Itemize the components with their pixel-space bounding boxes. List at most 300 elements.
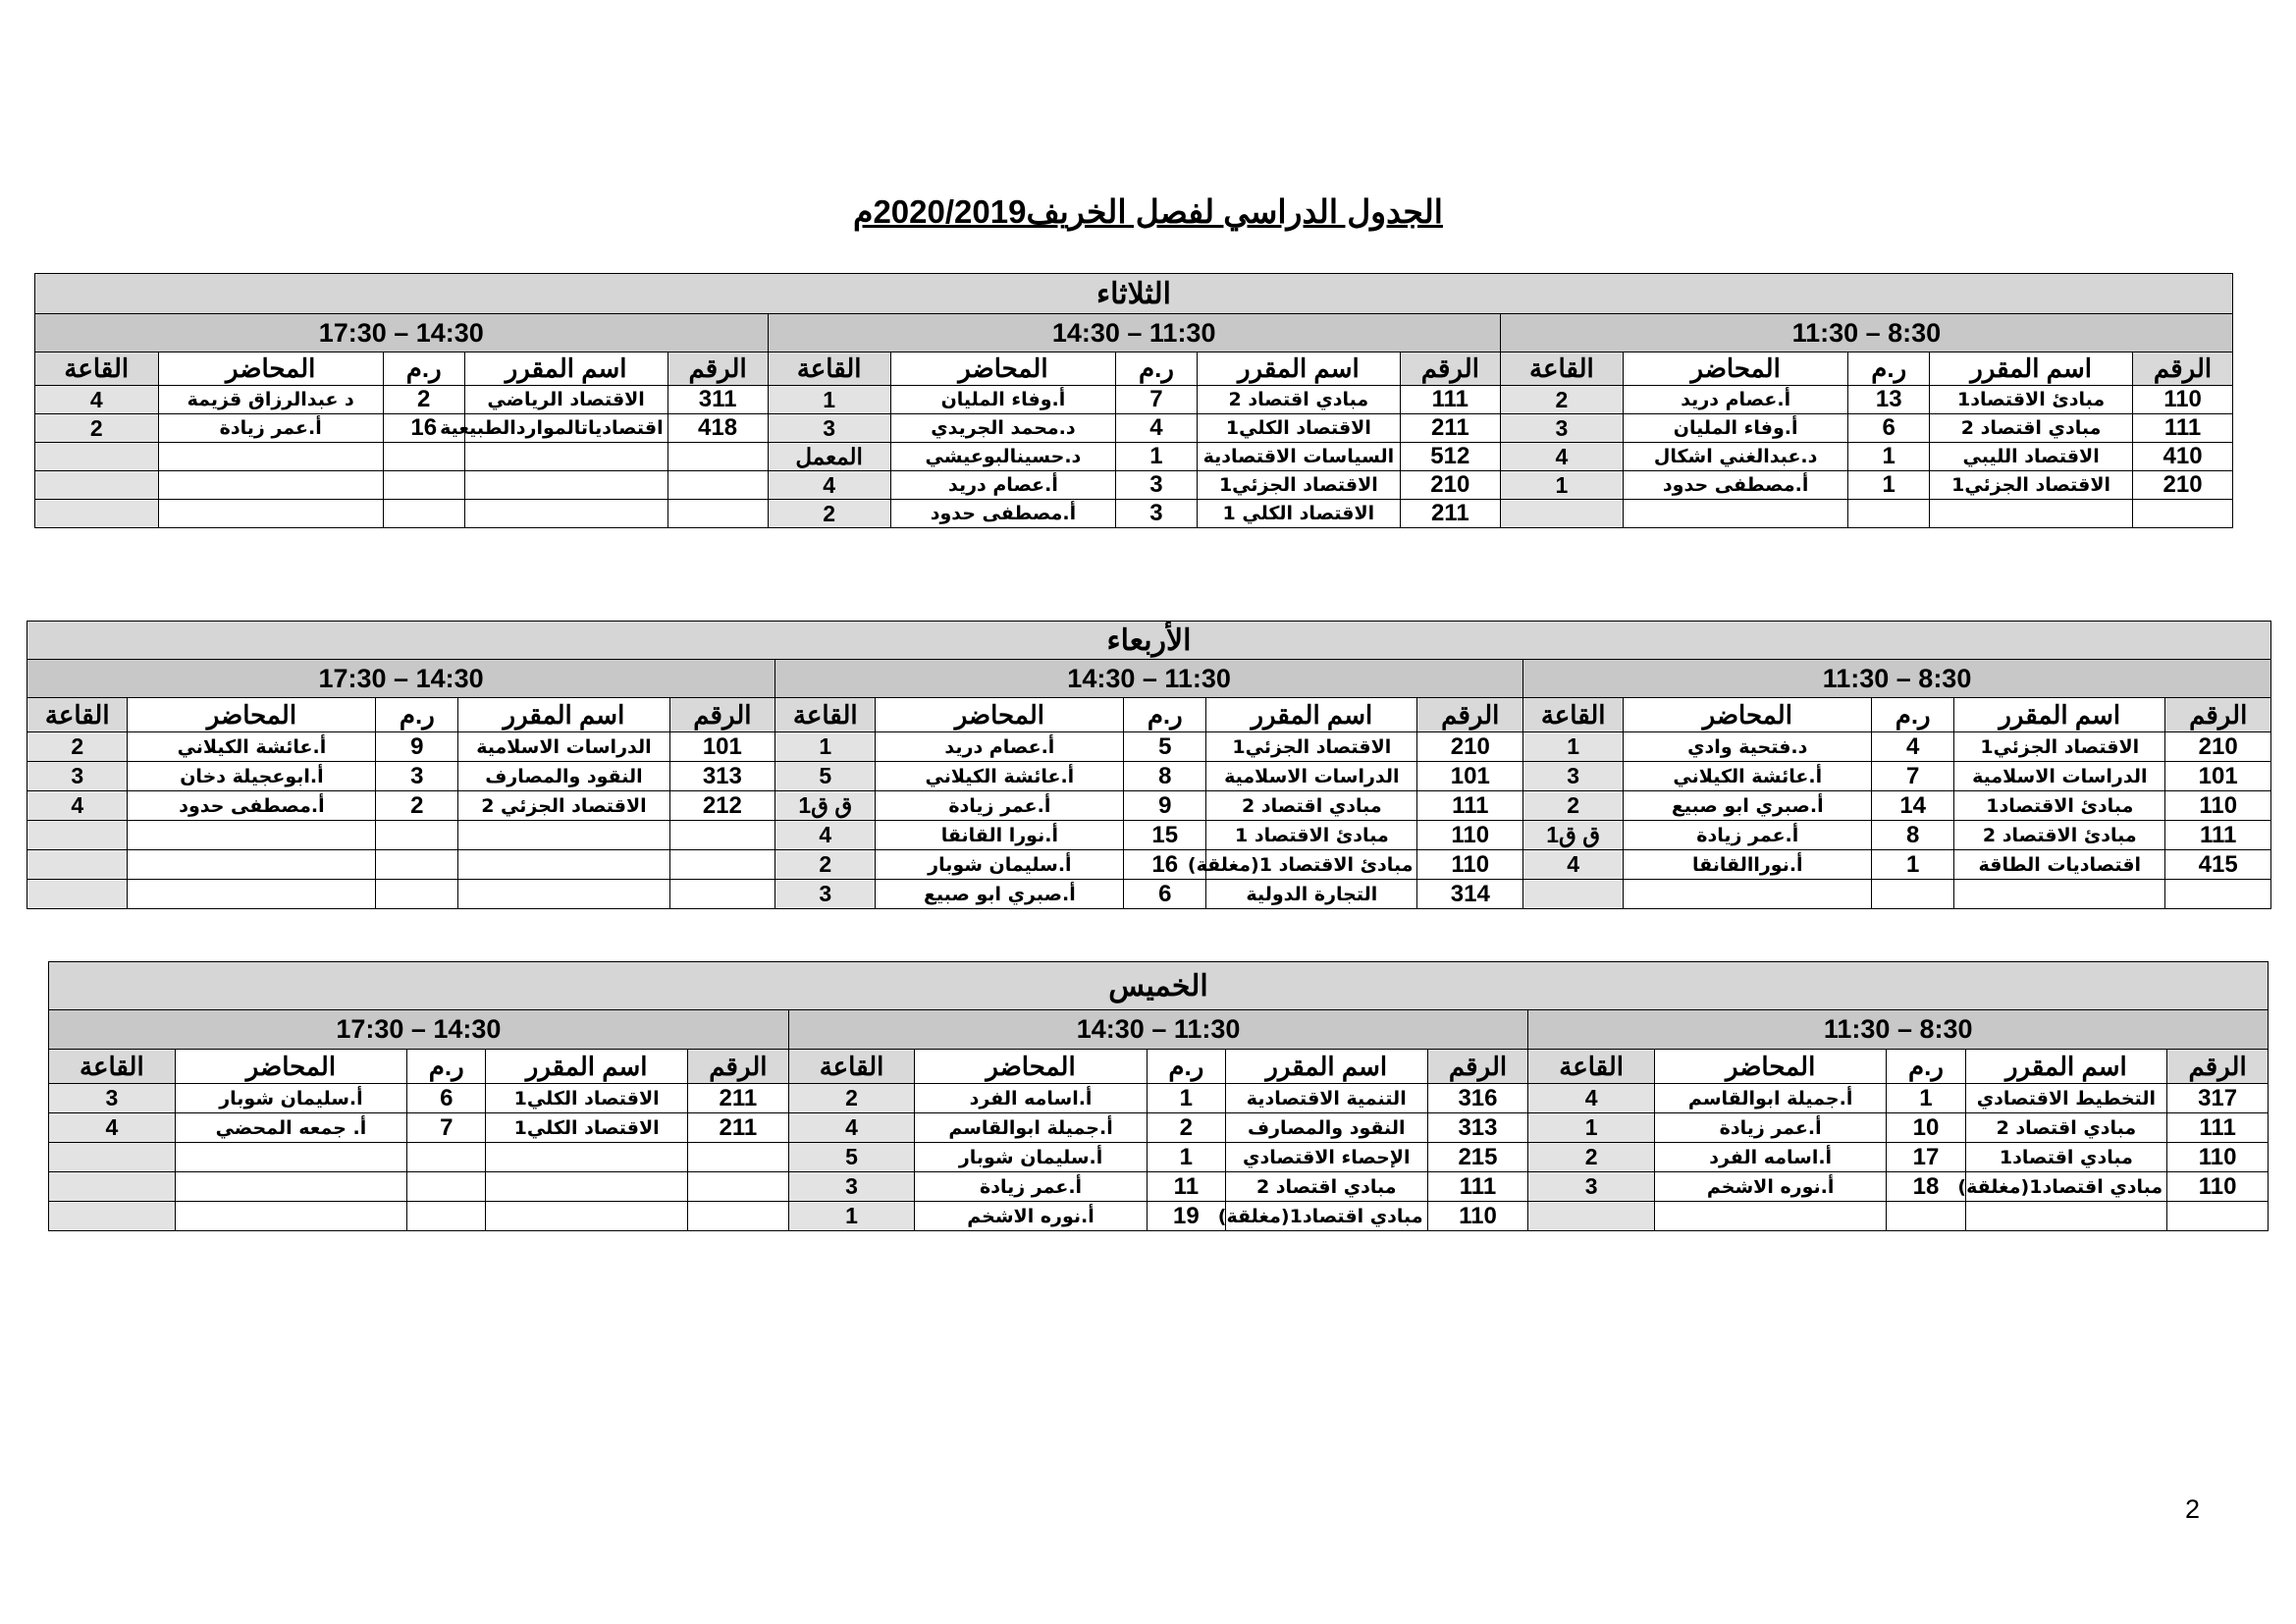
table-row (49, 1172, 2269, 1202)
column-header-num: الرقم (667, 352, 768, 386)
time-slot-header: 17:30 – 14:30 (35, 314, 769, 352)
group-number: 1 (1116, 443, 1198, 471)
course-name: الاقتصاد الكلي1 (486, 1084, 688, 1113)
group-number (376, 880, 458, 909)
room: 2 (35, 414, 159, 443)
room: 1 (775, 732, 876, 762)
room: 1 (768, 386, 890, 414)
table-row (35, 443, 2233, 471)
lecturer-name: أ.عائشة الكيلاني (876, 762, 1124, 791)
lecturer-name (128, 880, 376, 909)
course-name: الاقتصاد الجزئي1 (1197, 471, 1400, 500)
lecturer-name: د.محمد الجريدي (890, 414, 1115, 443)
table-row (49, 1113, 2269, 1143)
lecturer-name: أ.عائشة الكيلاني (128, 732, 376, 762)
group-number: 6 (1124, 880, 1206, 909)
room: 2 (1528, 1143, 1655, 1172)
column-header-course: اسم المقرر (1965, 1050, 2167, 1084)
group-number: 2 (376, 791, 458, 821)
room (1523, 880, 1624, 909)
course-number: 313 (669, 762, 775, 791)
wednesday-schedule-table (27, 621, 2271, 909)
room (35, 500, 159, 528)
column-header-num: الرقم (669, 698, 775, 732)
course-number: 101 (669, 732, 775, 762)
column-header-course: اسم المقرر (1206, 698, 1417, 732)
lecturer-name: د.عبدالغني اشكال (1624, 443, 1848, 471)
room: 3 (775, 880, 876, 909)
group-number (407, 1143, 486, 1172)
room: 3 (768, 414, 890, 443)
room (49, 1172, 176, 1202)
room: 2 (27, 732, 128, 762)
room (1500, 500, 1623, 528)
group-number: 2 (383, 386, 464, 414)
table-row (49, 1084, 2269, 1113)
group-number: 2 (1147, 1113, 1225, 1143)
course-name (486, 1143, 688, 1172)
course-number (669, 880, 775, 909)
course-name: الاقتصاد الجزئي1 (1954, 732, 2165, 762)
course-number: 316 (1427, 1084, 1528, 1113)
column-header-lecturer: المحاضر (128, 698, 376, 732)
table-row (27, 791, 2271, 821)
group-number: 4 (1116, 414, 1198, 443)
lecturer-name: د.حسينالبوعيشي (890, 443, 1115, 471)
room: 3 (1523, 762, 1624, 791)
lecturer-name: أ.نوراالقانقا (1624, 850, 1872, 880)
lecturer-name: أ.صبري ابو صبيع (1624, 791, 1872, 821)
course-name: مبادي اقتصاد1 (1965, 1143, 2167, 1172)
time-slot-row (27, 660, 2271, 698)
course-number: 111 (2167, 1113, 2269, 1143)
column-header-group: ر.م (407, 1050, 486, 1084)
day-name-row (27, 622, 2271, 660)
course-number: 111 (1400, 386, 1500, 414)
column-header-lecturer: المحاضر (1624, 352, 1848, 386)
course-name: الدراسات الاسلامية (458, 732, 669, 762)
lecturer-name: أ.نوره الاشخم (915, 1202, 1147, 1231)
course-number (667, 443, 768, 471)
page-number: 2 (2185, 1494, 2201, 1524)
lecturer-name: أ.صبري ابو صبيع (876, 880, 1124, 909)
column-header-row (27, 698, 2271, 732)
course-number: 101 (2165, 762, 2271, 791)
course-number (687, 1172, 788, 1202)
column-header-course: اسم المقرر (458, 698, 669, 732)
room: ق ق1 (1523, 821, 1624, 850)
course-number: 211 (687, 1113, 788, 1143)
course-number (2165, 880, 2271, 909)
group-number: 17 (1887, 1143, 1965, 1172)
course-name (486, 1172, 688, 1202)
group-number: 1 (1848, 471, 1930, 500)
room: 3 (1528, 1172, 1655, 1202)
lecturer-name: أ.عمر زيادة (158, 414, 383, 443)
time-slot-row (49, 1010, 2269, 1050)
time-slot-header: 11:30 – 8:30 (1500, 314, 2232, 352)
course-name: الاقتصاد الكلي 1 (1197, 500, 1400, 528)
lecturer-name (1654, 1202, 1886, 1231)
room: 3 (788, 1172, 915, 1202)
column-header-course: اسم المقرر (464, 352, 667, 386)
course-name (464, 443, 667, 471)
course-name: التجارة الدولية (1206, 880, 1417, 909)
lecturer-name: د.فتحية وادي (1624, 732, 1872, 762)
column-header-room: القاعة (788, 1050, 915, 1084)
group-number: 3 (1116, 471, 1198, 500)
course-name: النقود والمصارف (1225, 1113, 1427, 1143)
course-name: السياسات الاقتصادية (1197, 443, 1400, 471)
room (49, 1202, 176, 1231)
room (49, 1143, 176, 1172)
course-name: مبادئ الاقتصاد1 (1930, 386, 2133, 414)
group-number: 8 (1872, 821, 1954, 850)
lecturer-name: أ.نوره الاشخم (1654, 1172, 1886, 1202)
course-name: مبادئ الاقتصاد 1 (1206, 821, 1417, 850)
room: 3 (49, 1084, 176, 1113)
course-number (669, 850, 775, 880)
course-number: 210 (2165, 732, 2271, 762)
course-number: 111 (1427, 1172, 1528, 1202)
lecturer-name (175, 1172, 406, 1202)
group-number: 16 (383, 414, 464, 443)
group-number: 15 (1124, 821, 1206, 850)
column-header-room: القاعة (35, 352, 159, 386)
room: 4 (788, 1113, 915, 1143)
group-number: 1 (1147, 1143, 1225, 1172)
lecturer-name: أ.عصام دريد (1624, 386, 1848, 414)
course-name: الاقتصاد الكلي1 (486, 1113, 688, 1143)
lecturer-name (128, 821, 376, 850)
column-header-group: ر.م (1116, 352, 1198, 386)
course-number (2167, 1202, 2269, 1231)
column-header-row (49, 1050, 2269, 1084)
course-number: 410 (2133, 443, 2233, 471)
table-row (35, 500, 2233, 528)
lecturer-name: أ.عمر زيادة (1654, 1113, 1886, 1143)
lecturer-name: أ.عصام دريد (876, 732, 1124, 762)
course-name: الاقتصاد الجزئي1 (1930, 471, 2133, 500)
lecturer-name (158, 471, 383, 500)
course-name: الاقتصاد الكلي1 (1197, 414, 1400, 443)
course-number: 110 (2167, 1172, 2269, 1202)
course-number: 101 (1417, 762, 1523, 791)
lecturer-name: أ.وفاء المليان (890, 386, 1115, 414)
column-header-num: الرقم (1400, 352, 1500, 386)
group-number (383, 443, 464, 471)
course-name (464, 500, 667, 528)
group-number: 1 (1872, 850, 1954, 880)
course-name (458, 850, 669, 880)
column-header-room: القاعة (27, 698, 128, 732)
group-number: 9 (1124, 791, 1206, 821)
column-header-lecturer: المحاضر (876, 698, 1124, 732)
day-name-row (49, 962, 2269, 1010)
course-name: مبادئ الاقتصاد1 (1954, 791, 2165, 821)
group-number: 10 (1887, 1113, 1965, 1143)
lecturer-name: أ.عصام دريد (890, 471, 1115, 500)
course-name: مبادي اقتصاد 2 (1206, 791, 1417, 821)
group-number (383, 500, 464, 528)
column-header-course: اسم المقرر (1197, 352, 1400, 386)
group-number (407, 1172, 486, 1202)
course-number: 314 (1417, 880, 1523, 909)
lecturer-name (1624, 880, 1872, 909)
room: 4 (1523, 850, 1624, 880)
course-number: 210 (2133, 471, 2233, 500)
room: 2 (1523, 791, 1624, 821)
room (35, 443, 159, 471)
course-number: 215 (1427, 1143, 1528, 1172)
column-header-lecturer: المحاضر (175, 1050, 406, 1084)
course-number: 211 (687, 1084, 788, 1113)
course-number: 211 (1400, 500, 1500, 528)
course-number: 110 (2165, 791, 2271, 821)
column-header-course: اسم المقرر (486, 1050, 688, 1084)
course-number (669, 821, 775, 850)
group-number (407, 1202, 486, 1231)
group-number: 4 (1872, 732, 1954, 762)
group-number: 1 (1147, 1084, 1225, 1113)
lecturer-name: أ.مصطفى حدود (890, 500, 1115, 528)
course-name (1965, 1202, 2167, 1231)
course-name: الاقتصاد الليبي (1930, 443, 2133, 471)
course-number: 110 (1417, 850, 1523, 880)
course-number: 415 (2165, 850, 2271, 880)
group-number: 19 (1147, 1202, 1225, 1231)
course-name: مبادي اقتصاد 2 (1965, 1113, 2167, 1143)
group-number (376, 850, 458, 880)
column-header-group: ر.م (376, 698, 458, 732)
day-name-row (35, 274, 2233, 314)
time-slot-header: 17:30 – 14:30 (27, 660, 775, 698)
lecturer-name (175, 1202, 406, 1231)
group-number: 6 (1848, 414, 1930, 443)
group-number: 7 (1116, 386, 1198, 414)
room (1528, 1202, 1655, 1231)
room (27, 850, 128, 880)
day-name: الخميس (49, 962, 2269, 1010)
lecturer-name: أ.نورا القانقا (876, 821, 1124, 850)
course-number: 212 (669, 791, 775, 821)
column-header-lecturer: المحاضر (915, 1050, 1147, 1084)
course-number: 111 (2133, 414, 2233, 443)
course-name: التنمية الاقتصادية (1225, 1084, 1427, 1113)
group-number (1887, 1202, 1965, 1231)
lecturer-name: أ.عمر زيادة (915, 1172, 1147, 1202)
group-number: 8 (1124, 762, 1206, 791)
table-row (49, 1202, 2269, 1231)
course-name: الاقتصاد الرياضي (464, 386, 667, 414)
lecturer-name (158, 500, 383, 528)
course-number: 110 (1427, 1202, 1528, 1231)
page-title: الجدول الدراسي لفصل الخريف2020/2019م (853, 193, 1443, 230)
lecturer-name: أ.اسامه الفرد (1654, 1143, 1886, 1172)
group-number: 6 (407, 1084, 486, 1113)
course-number: 111 (2165, 821, 2271, 850)
lecturer-name (128, 850, 376, 880)
course-number: 317 (2167, 1084, 2269, 1113)
column-header-num: الرقم (2133, 352, 2233, 386)
lecturer-name: أ.عائشة الكيلاني (1624, 762, 1872, 791)
time-slot-header: 17:30 – 14:30 (49, 1010, 789, 1050)
lecturer-name: أ.ابوعجيلة دخان (128, 762, 376, 791)
lecturer-name: د عبدالرزاق قزيمة (158, 386, 383, 414)
time-slot-header: 11:30 – 8:30 (1523, 660, 2271, 698)
group-number (376, 821, 458, 850)
course-number: 210 (1417, 732, 1523, 762)
room: ق ق1 (775, 791, 876, 821)
room: 2 (775, 850, 876, 880)
time-slot-header: 11:30 – 8:30 (1528, 1010, 2269, 1050)
room (35, 471, 159, 500)
course-name: الإحصاء الاقتصادي (1225, 1143, 1427, 1172)
course-number (2133, 500, 2233, 528)
room: 5 (775, 762, 876, 791)
group-number: 13 (1848, 386, 1930, 414)
column-header-num: الرقم (2167, 1050, 2269, 1084)
lecturer-name: أ.اسامه الفرد (915, 1084, 1147, 1113)
column-header-lecturer: المحاضر (1624, 698, 1872, 732)
lecturer-name: أ.عمر زيادة (1624, 821, 1872, 850)
course-name: الدراسات الاسلامية (1954, 762, 2165, 791)
column-header-room: القاعة (49, 1050, 176, 1084)
table-row (35, 414, 2233, 443)
group-number (1848, 500, 1930, 528)
course-name: الاقتصاد الجزئي 2 (458, 791, 669, 821)
column-header-course: اسم المقرر (1930, 352, 2133, 386)
course-number: 211 (1400, 414, 1500, 443)
group-number: 14 (1872, 791, 1954, 821)
table-row (27, 821, 2271, 850)
column-header-room: القاعة (1500, 352, 1623, 386)
course-name (458, 880, 669, 909)
group-number: 7 (407, 1113, 486, 1143)
course-name (486, 1202, 688, 1231)
room (27, 880, 128, 909)
table-row (35, 471, 2233, 500)
group-number: 9 (376, 732, 458, 762)
course-number: 110 (1417, 821, 1523, 850)
column-header-lecturer: المحاضر (158, 352, 383, 386)
column-header-num: الرقم (1427, 1050, 1528, 1084)
day-name: الأربعاء (27, 622, 2271, 660)
lecturer-name: أ.جميلة ابوالقاسم (915, 1113, 1147, 1143)
lecturer-name: أ.مصطفى حدود (128, 791, 376, 821)
column-header-num: الرقم (687, 1050, 788, 1084)
lecturer-name: أ. جمعه المحضي (175, 1113, 406, 1143)
course-name: مبادي اقتصاد 2 (1225, 1172, 1427, 1202)
room: 3 (1500, 414, 1623, 443)
course-name (1954, 880, 2165, 909)
column-header-lecturer: المحاضر (890, 352, 1115, 386)
column-header-group: ر.م (1147, 1050, 1225, 1084)
room: 2 (788, 1084, 915, 1113)
course-name: مبادي اقتصاد1(مغلقة) (1965, 1172, 2167, 1202)
course-name: مبادئ الاقتصاد 2 (1954, 821, 2165, 850)
course-name: التخطيط الاقتصادي (1965, 1084, 2167, 1113)
lecturer-name: أ.عمر زيادة (876, 791, 1124, 821)
group-number: 7 (1872, 762, 1954, 791)
time-slot-header: 14:30 – 11:30 (788, 1010, 1528, 1050)
room: 5 (788, 1143, 915, 1172)
room: 4 (1528, 1084, 1655, 1113)
day-name: الثلاثاء (35, 274, 2233, 314)
thursday-schedule-table (48, 961, 2269, 1231)
course-name (458, 821, 669, 850)
course-name: مبادي اقتصاد1(مغلقة) (1225, 1202, 1427, 1231)
course-name: الدراسات الاسلامية (1206, 762, 1417, 791)
table-row (35, 386, 2233, 414)
room: 4 (27, 791, 128, 821)
column-header-room: القاعة (768, 352, 890, 386)
room: 1 (1528, 1113, 1655, 1143)
group-number (1872, 880, 1954, 909)
lecturer-name: أ.وفاء المليان (1624, 414, 1848, 443)
group-number: 3 (1116, 500, 1198, 528)
table-row (27, 850, 2271, 880)
table-row (49, 1143, 2269, 1172)
course-number (667, 500, 768, 528)
column-header-row (35, 352, 2233, 386)
room: 4 (49, 1113, 176, 1143)
group-number: 11 (1147, 1172, 1225, 1202)
room: 4 (35, 386, 159, 414)
room: المعمل (768, 443, 890, 471)
lecturer-name: أ.مصطفى حدود (1624, 471, 1848, 500)
column-header-room: القاعة (1528, 1050, 1655, 1084)
course-name (464, 471, 667, 500)
course-number (667, 471, 768, 500)
course-number: 111 (1417, 791, 1523, 821)
column-header-lecturer: المحاضر (1654, 1050, 1886, 1084)
group-number: 5 (1124, 732, 1206, 762)
tuesday-schedule-table (34, 273, 2233, 528)
lecturer-name (1624, 500, 1848, 528)
lecturer-name: أ.سليمان شوبار (876, 850, 1124, 880)
column-header-group: ر.م (1887, 1050, 1965, 1084)
lecturer-name: أ.سليمان شوبار (915, 1143, 1147, 1172)
course-name: مبادي اقتصاد 2 (1197, 386, 1400, 414)
column-header-group: ر.م (1124, 698, 1206, 732)
course-number: 512 (1400, 443, 1500, 471)
course-number: 418 (667, 414, 768, 443)
course-number: 313 (1427, 1113, 1528, 1143)
column-header-num: الرقم (2165, 698, 2271, 732)
column-header-group: ر.م (383, 352, 464, 386)
course-number: 110 (2133, 386, 2233, 414)
room: 2 (768, 500, 890, 528)
course-number: 210 (1400, 471, 1500, 500)
table-row (27, 732, 2271, 762)
course-name: اقتصاديات الطاقة (1954, 850, 2165, 880)
column-header-group: ر.م (1848, 352, 1930, 386)
lecturer-name (158, 443, 383, 471)
table-row (27, 880, 2271, 909)
group-number: 16 (1124, 850, 1206, 880)
room (27, 821, 128, 850)
course-number: 110 (2167, 1143, 2269, 1172)
group-number: 1 (1887, 1084, 1965, 1113)
room: 4 (775, 821, 876, 850)
room: 1 (788, 1202, 915, 1231)
room: 3 (27, 762, 128, 791)
lecturer-name: أ.سليمان شوبار (175, 1084, 406, 1113)
room: 4 (1500, 443, 1623, 471)
time-slot-row (35, 314, 2233, 352)
room: 1 (1500, 471, 1623, 500)
